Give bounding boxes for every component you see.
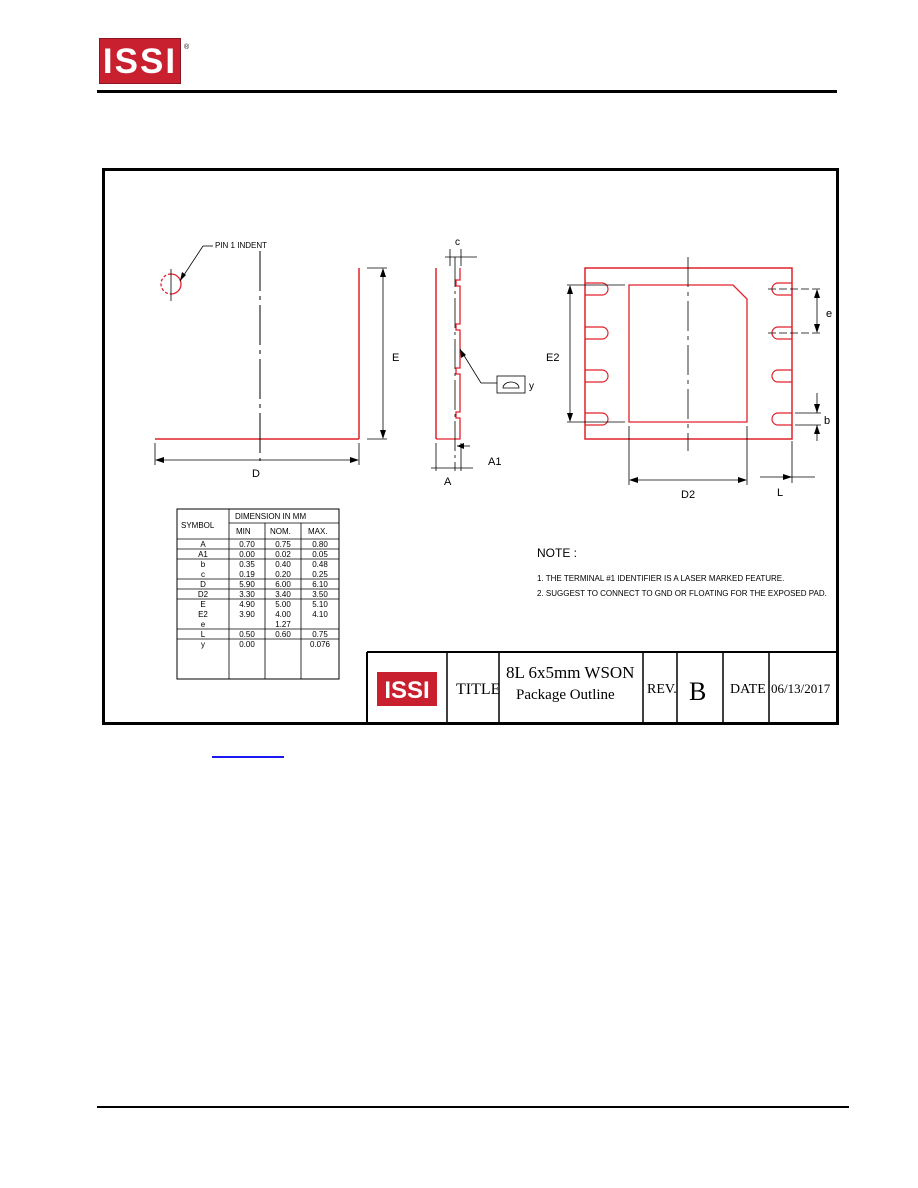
- table-col-min: MIN: [236, 527, 251, 536]
- table-cell: 0.00: [239, 640, 255, 649]
- table-row-symbol: E: [200, 600, 206, 609]
- drawing-canvas: [105, 171, 836, 722]
- underlined-link[interactable]: [212, 742, 284, 758]
- table-cell: 0.35: [239, 560, 255, 569]
- table-row-symbol: E2: [198, 610, 208, 619]
- title-line-2: Package Outline: [516, 687, 615, 703]
- table-row-symbol: D2: [197, 590, 209, 599]
- dim-E-label: E: [392, 352, 400, 364]
- table-cell: 0.02: [275, 550, 291, 559]
- table-row-symbol: A1: [198, 550, 208, 559]
- dim-e-label: e: [826, 308, 833, 320]
- dimension-table: [177, 509, 339, 679]
- table-cell: 0.25: [312, 570, 328, 579]
- table-cell: 0.70: [239, 540, 255, 549]
- notes-heading: NOTE :: [537, 546, 578, 560]
- table-cell: 3.40: [275, 590, 291, 599]
- table-cell: 0.076: [309, 640, 331, 649]
- table-cell: 5.10: [312, 600, 328, 609]
- title-block-logo: ISSI: [384, 677, 430, 704]
- table-col-max: MAX.: [308, 527, 328, 536]
- table-cell: 6.10: [312, 580, 328, 589]
- table-row-symbol: e: [200, 620, 206, 629]
- title-block: [367, 652, 836, 722]
- table-cell: 6.00: [275, 580, 291, 589]
- note-1: 1. THE TERMINAL #1 IDENTIFIER IS A LASER MARKED FEATURE.: [537, 574, 785, 583]
- pin1-indent-label: PIN 1 INDENT: [215, 241, 268, 250]
- table-cell: 0.75: [312, 630, 328, 639]
- table-row-symbol: y: [201, 640, 205, 649]
- rev-value: B: [689, 677, 707, 706]
- table-row-symbol: A: [200, 540, 206, 549]
- table-cell: 0.19: [239, 570, 255, 579]
- table-row-symbol: b: [200, 560, 206, 569]
- pin1-indent-mark: [171, 274, 181, 294]
- table-cell: 3.50: [312, 590, 328, 599]
- dim-y-label: y: [529, 381, 534, 392]
- table-cell: 0.80: [312, 540, 328, 549]
- dim-D2-label: D2: [681, 489, 696, 501]
- table-cell: 0.40: [275, 560, 291, 569]
- table-symbol-header: SYMBOL: [181, 521, 215, 530]
- side-view: [431, 237, 534, 488]
- table-cell: 4.90: [239, 600, 255, 609]
- title-label: TITLE: [456, 681, 501, 698]
- table-dimension-header: DIMENSION IN MM: [235, 512, 307, 521]
- dim-D-label: D: [252, 468, 260, 480]
- table-row-symbol: L: [200, 630, 206, 639]
- table-cell: 0.05: [312, 550, 328, 559]
- table-cell: 0.48: [312, 560, 328, 569]
- table-cell: 3.30: [239, 590, 255, 599]
- table-col-nom: NOM.: [270, 527, 291, 536]
- package-outline-drawing: [102, 168, 839, 725]
- footer-rule: [97, 1106, 849, 1108]
- dim-c-label: c: [455, 237, 460, 248]
- bottom-view: [546, 257, 832, 501]
- dim-A-label: A: [444, 476, 452, 488]
- title-line-1: 8L 6x5mm WSON: [506, 663, 635, 682]
- table-cell: 0.20: [275, 570, 291, 579]
- table-cell: 4.00: [275, 610, 291, 619]
- table-cell: 3.90: [239, 610, 255, 619]
- table-cell: 0.60: [275, 630, 291, 639]
- table-row-symbol: D: [200, 580, 206, 589]
- table-cell: 5.00: [275, 600, 291, 609]
- dim-A1-label: A1: [488, 456, 502, 468]
- header-rule: [97, 90, 837, 93]
- note-2: 2. SUGGEST TO CONNECT TO GND OR FLOATING FOR THE EXPOSED PAD.: [537, 589, 827, 598]
- rev-label: REV.: [647, 682, 677, 697]
- table-cell: 0.50: [239, 630, 255, 639]
- top-view: [155, 241, 399, 480]
- dim-b-label: b: [824, 415, 831, 427]
- table-cell: 0.00: [239, 550, 255, 559]
- dim-L-label: L: [777, 487, 784, 499]
- notes: [537, 546, 827, 598]
- table-cell: 4.10: [312, 610, 328, 619]
- date-value: 06/13/2017: [771, 681, 831, 696]
- registered-mark: ®: [184, 44, 190, 51]
- issi-logo: ISSI: [99, 38, 181, 84]
- table-cell: 0.75: [275, 540, 291, 549]
- table-row-symbol: c: [201, 570, 205, 579]
- dim-E2-label: E2: [546, 352, 560, 364]
- date-label: DATE: [730, 682, 766, 697]
- table-cell: 1.27: [275, 620, 291, 629]
- table-cell: 5.90: [239, 580, 255, 589]
